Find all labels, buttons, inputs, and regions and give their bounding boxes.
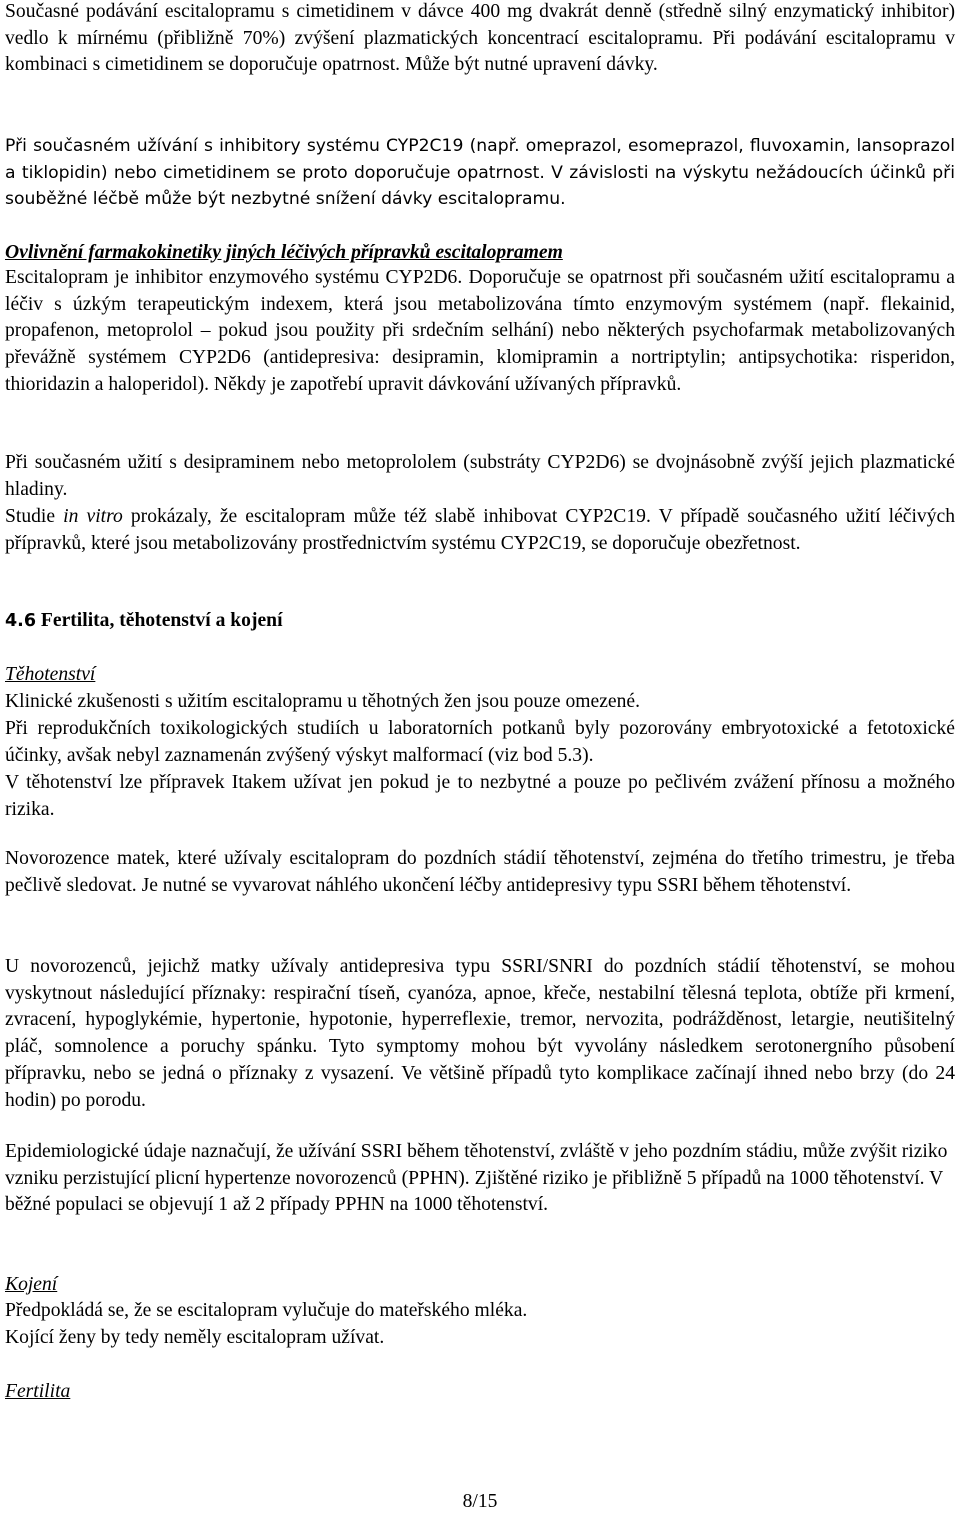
paragraph-breast-milk: Předpokládá se, že se escitalopram vylučuje do mateřského mléka.	[5, 1300, 528, 1321]
in-vitro-text: prokázaly, že escitalopram může též slabě inhibovat CYP2C19. V případě současného užití léčivých přípravků, které jsou metabolizovány prostřednictvím systému CYP2C19, se doporučuje obezřetnost.	[5, 506, 955, 554]
paragraph-breastfeeding-advice: Kojící ženy by tedy neměly escitalopram užívat.	[5, 1327, 385, 1348]
section-title: Fertilita, těhotenství a kojení	[36, 610, 283, 631]
paragraph-cyp2c19-inhibitors: Při současném užívání s inhibitory systému CYP2C19 (např. omeprazol, esomeprazol, fluvoxamin, lansoprazol a tiklopidin) nebo cimetidinem se proto doporučuje opatrnost. V závislosti na výskytu nežádoucích účinků při souběžné léčbě může být nezbytné snížení dávky escitalopramu.	[5, 136, 955, 210]
paragraph-in-vitro-studies	[5, 504, 955, 557]
paragraph-newborn-symptoms: U novorozenců, jejichž matky užívaly antidepresiva typu SSRI/SNRI do pozdních stádií těhotenství, se mohou vyskytnout následující příznaky: respirační tíseň, cyanóza, apnoe, křeče, nestabilní tělesná teplota, obtíže při krmení, zvracení, hypoglykémie, hypertonie, hypotonie, hyperreflexie, tremor, nervozita, podrážděnost, letargie, neutišitelný pláč, somnolence a poruchy spánku. Tyto symptomy mohou být vyvolány následkem serotonergního působení přípravku, nebo se jedná o příznaky z vysazení. Ve většině případů tyto komplikace začínají ihned nebo brzy (do 24 hodin) po porodu.	[5, 956, 955, 1111]
paragraph-cimetidine: Současné podávání escitalopramu s cimetidinem v dávce 400 mg dvakrát denně (středně silný enzymatický inhibitor) vedlo k mírnému (přibližně 70%) zvýšení plazmatických koncentrací escitalopramu. Při podávání escitalopramu v kombinaci s cimetidinem se doporučuje opatrnost. Může být nutné upravení dávky.	[5, 1, 955, 76]
heading-pharmacokinetics-interactions: Ovlivnění farmakokinetiky jiných léčivých přípravků escitalopramem	[5, 242, 563, 263]
section-heading-4-6	[5, 608, 955, 635]
paragraph-desipramine-metoprolol: Při současném užití s desipraminem nebo metoprololem (substráty CYP2D6) se dvojnásobně zvýší jejich plazmatické hladiny.	[5, 452, 955, 500]
heading-breastfeeding: Kojení	[5, 1274, 58, 1295]
paragraph-newborn-monitoring: Novorozence matek, které užívaly escitalopram do pozdních stádií těhotenství, zejména do třetího trimestru, je třeba pečlivě sledovat. Je nutné se vyvarovat náhlého ukončení léčby antidepresivy typu SSRI během těhotenství.	[5, 848, 955, 896]
heading-fertility: Fertilita	[5, 1381, 71, 1402]
heading-pregnancy: Těhotenství	[5, 664, 96, 685]
in-vitro-term: in vitro	[63, 506, 123, 527]
paragraph-pregnancy-experience: Klinické zkušenosti s užitím escitalopramu u těhotných žen jsou pouze omezené.	[5, 691, 640, 712]
paragraph-cyp2d6-inhibitor: Escitalopram je inhibitor enzymového systému CYP2D6. Doporučuje se opatrnost při současném užití escitalopramu a léčiv s úzkým terapeutickým indexem, která jsou metabolizována tímto enzymovým systémem (např. flekainid, propafenon, metoprolol – pokud jsou použity při srdečním selhání) nebo některých psychofarmak metabolizovaných převážně systémem CYP2D6 (antidepresiva: desipramin, klomipramin a nortriptylin; antipsychotika: risperidon, thioridazin a haloperidol). Někdy je zapotřebí upravit dávkování užívaných přípravků.	[5, 267, 955, 395]
page-number: 8/15	[462, 1491, 498, 1512]
section-number: 4.6	[5, 611, 37, 631]
in-vitro-prefix: Studie	[5, 506, 64, 527]
paragraph-pregnancy-use: V těhotenství lze přípravek Itakem užívat jen pokud je to nezbytné a pouze po pečlivém zvážení přínosu a možného rizika.	[5, 772, 955, 820]
paragraph-epidemiology-pphn: Epidemiologické údaje naznačují, že užívání SSRI během těhotenství, zvláště v jeho pozdním stádiu, může zvýšit riziko vzniku perzistující plicní hypertenze novorozenců (PPHN). Zjištěné riziko je přibližně 5 případů na 1000 těhotenství. V běžné populaci se objevují 1 až 2 případy PPHN na 1000 těhotenství.	[5, 1141, 948, 1216]
paragraph-reproductive-toxicology: Při reprodukčních toxikologických studiích u laboratorních potkanů byly pozorovány embryotoxické a fetotoxické účinky, avšak nebyl zaznamenán zvýšený výskyt malformací (viz bod 5.3).	[5, 718, 955, 766]
